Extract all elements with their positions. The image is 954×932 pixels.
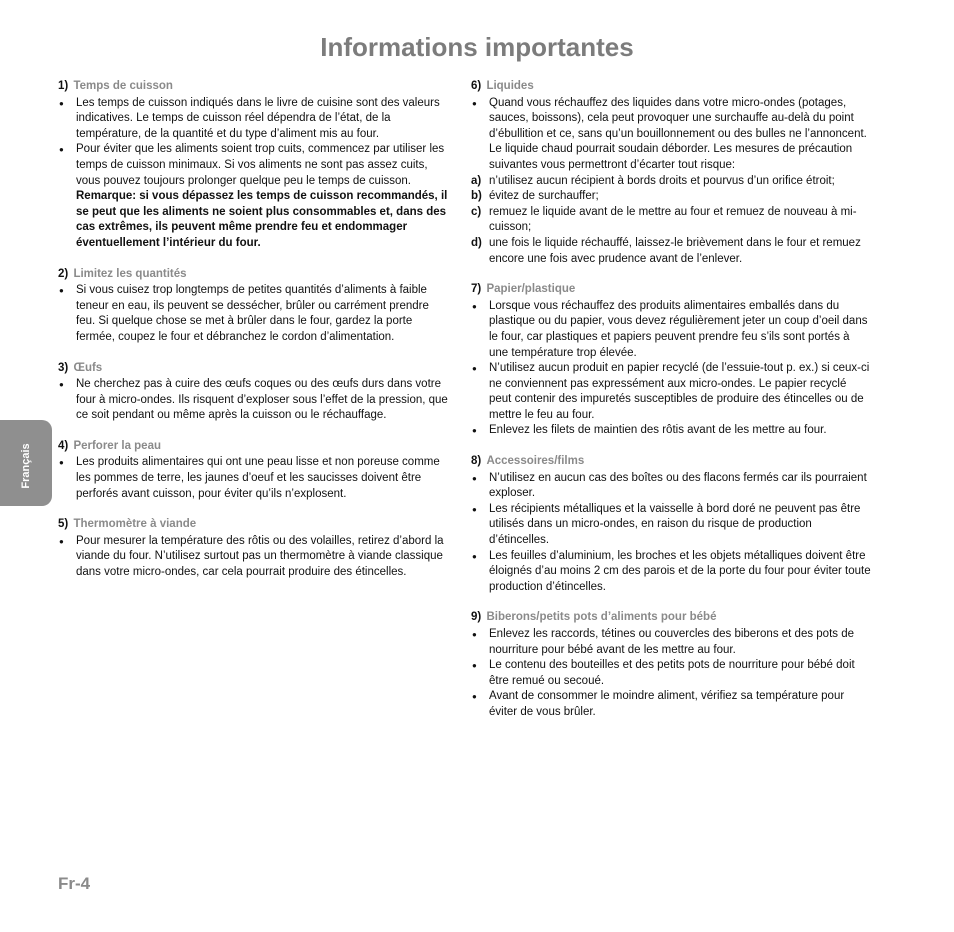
section-number: 5) <box>58 518 69 531</box>
list-item: ● Avant de consommer le moindre aliment, vérifiez sa température pour éviter de vous brûler. <box>471 689 871 720</box>
list-item: ● Quand vous réchauffez des liquides dans votre micro-ondes (potages, sauces, boissons), cela peut provoquer une surchauffe au-delà du point d’ébullition et ce, sans qu’un bouillonnement ou des bulles ne l’annoncent. Le liquide chaud pourrait soudain déborder. Les mesures de précaution suivantes vous permettront d’écarter tout risque: <box>471 96 871 174</box>
remark-text: Remarque: si vous dépassez les temps de cuisson recommandés, il se peut que les aliments ne soient plus consommables et, dans des cas extrêmes, ils peuvent même prendre feu et endommager éventuellement l’intérieur du four. <box>76 190 448 249</box>
section-title: Papier/plastique <box>486 283 576 296</box>
bullet-list <box>58 377 450 424</box>
left-column <box>58 79 450 596</box>
list-item: ● Les temps de cuisson indiqués dans le livre de cuisine sont des valeurs indicatives. Le temps de cuisson réel dépendra de l’état, de la température, de la quantité et du type d’aliment mis au four. <box>58 96 450 143</box>
section-accessories-films <box>471 454 871 595</box>
list-item-text: Pour éviter que les aliments soient trop cuits, commencez par utiliser les temps de cuisson minimaux. Si vos aliments ne sont pas assez cuits, vous pouvez toujours prolonger quelque peu le temps de cuisson. <box>76 143 445 187</box>
language-tab <box>0 420 52 506</box>
section-pierce-skin <box>58 439 450 502</box>
list-item: ● Les feuilles d’aluminium, les broches et les objets métalliques doivent être éloignés d’au moins 2 cm des parois et de la porte du four pour éviter toute production d’étincelles. <box>471 549 871 596</box>
item-marker: a) <box>471 174 482 187</box>
list-item: ● N’utilisez aucun produit en papier recyclé (de l’essuie-tout p. ex.) si ceux-ci ne conviennent pas expressément aux micro-ondes. Le papier recyclé peut contenir des impuretés susceptibles de produire des étincelles ou de mettre le feu au four. <box>471 361 871 423</box>
item-text: remuez le liquide avant de le mettre au four et remuez de nouveau à mi-cuisson; <box>489 205 857 234</box>
page-title: Informations importantes <box>320 32 634 62</box>
section-heading <box>471 454 871 470</box>
section-heading <box>58 79 450 95</box>
bullet-list <box>58 96 450 252</box>
section-heading <box>58 439 450 455</box>
section-number: 8) <box>471 455 482 468</box>
list-item: ● Les récipients métalliques et la vaisselle à bord doré ne peuvent pas être utilisés dans un micro-ondes, en raison du risque de production d’étincelles. <box>471 502 871 549</box>
bullet-list <box>471 627 871 721</box>
lettered-item <box>471 189 871 205</box>
section-heading <box>58 361 450 377</box>
list-item: ● Ne cherchez pas à cuire des œufs coques ou des œufs durs dans votre four à micro-ondes. Ils risquent d’exploser sous l’effet de la pression, que ce soit pendant ou même après la cuisson ou le réchauffage. <box>58 377 450 424</box>
item-text: une fois le liquide réchauffé, laissez-le brièvement dans le four et remuez encore une fois avec prudence avant de l’enlever. <box>489 236 861 265</box>
list-item <box>58 142 450 251</box>
section-number: 3) <box>58 361 69 374</box>
item-text: évitez de surchauffer; <box>489 190 599 203</box>
section-heading <box>471 282 871 298</box>
section-eggs <box>58 361 450 424</box>
list-item: ● Pour mesurer la température des rôtis ou des volailles, retirez d’abord la viande du four. N’utilisez surtout pas un thermomètre à viande classique dans votre micro-ondes, car cela pourrait produire des étincelles. <box>58 534 450 581</box>
list-item: ● Le contenu des bouteilles et des petits pots de nourriture pour bébé doit être remué ou secoué. <box>471 658 871 689</box>
bullet-list <box>471 471 871 596</box>
section-heading <box>471 79 871 95</box>
section-number: 4) <box>58 439 69 452</box>
section-heading <box>58 267 450 283</box>
lettered-item <box>471 205 871 236</box>
item-text: n’utilisez aucun récipient à bords droits et pourvus d’un orifice étroit; <box>489 174 835 187</box>
list-item: ● Les produits alimentaires qui ont une peau lisse et non poreuse comme les pommes de terre, les jaunes d’oeuf et les saucisses doivent être perforés avant cuisson, pour éviter qu’ils n’explosent. <box>58 455 450 502</box>
section-title: Thermomètre à viande <box>73 518 197 531</box>
item-marker: d) <box>471 236 482 249</box>
page-number: Fr-4 <box>58 874 91 893</box>
section-title: Limitez les quantités <box>73 267 187 280</box>
list-item: ● Enlevez les filets de maintien des rôtis avant de les mettre au four. <box>471 423 871 439</box>
item-marker: b) <box>471 190 482 203</box>
section-title: Perforer la peau <box>73 439 162 452</box>
lettered-item <box>471 236 871 267</box>
section-heading <box>471 610 871 626</box>
section-title: Œufs <box>73 361 103 374</box>
section-number: 2) <box>58 267 69 280</box>
list-item: ● N’utilisez en aucun cas des boîtes ou des flacons fermés car ils pourraient exploser. <box>471 471 871 502</box>
bullet-list <box>58 283 450 345</box>
bullet-list <box>58 455 450 502</box>
section-limit-quantities <box>58 267 450 346</box>
section-meat-thermometer <box>58 517 450 580</box>
list-item: ● Si vous cuisez trop longtemps de petites quantités d’aliments à faible teneur en eau, ils peuvent se dessécher, brûler ou carrément prendre feu. Si quelque chose se met à brûler dans le four, gardez la porte fermée, coupez le four et débranchez le cordon d’alimentation. <box>58 283 450 345</box>
section-heading <box>58 517 450 533</box>
section-title: Biberons/petits pots d’aliments pour bébé <box>486 611 717 624</box>
section-title: Liquides <box>486 80 534 92</box>
section-liquids <box>471 79 871 267</box>
section-number: 7) <box>471 283 482 296</box>
bullet-list <box>58 534 450 581</box>
section-title: Temps de cuisson <box>73 80 173 92</box>
bullet-list <box>471 96 871 268</box>
item-marker: c) <box>471 205 482 218</box>
right-column <box>471 79 871 736</box>
list-item: ● Lorsque vous réchauffez des produits alimentaires emballés dans du plastique ou du papier, vous devez régulièrement jeter un coup d’oeil dans le four, car plastiques et papiers peuvent prendre feu s’ils sont portés à une température trop élevée. <box>471 299 871 361</box>
lettered-item <box>471 174 871 190</box>
section-number: 1) <box>58 80 69 92</box>
section-baby-bottles <box>471 610 871 720</box>
section-number: 9) <box>471 611 482 624</box>
list-item: ● Enlevez les raccords, tétines ou couvercles des biberons et des pots de nourriture pour bébé avant de les mettre au four. <box>471 627 871 658</box>
section-paper-plastic <box>471 282 871 439</box>
bullet-list <box>471 299 871 439</box>
language-tab-label: Français <box>20 443 32 489</box>
section-title: Accessoires/films <box>486 455 585 468</box>
section-cooking-time <box>58 79 450 252</box>
section-number: 6) <box>471 80 482 92</box>
